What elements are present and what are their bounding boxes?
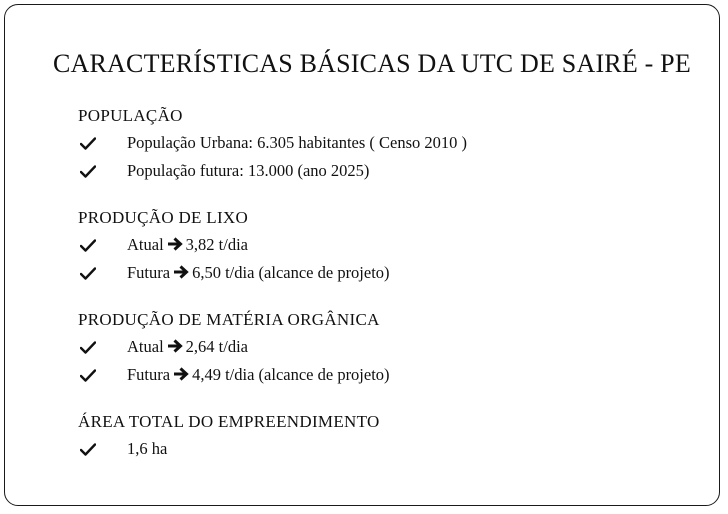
checkmark-icon bbox=[80, 435, 98, 463]
list-item bbox=[78, 435, 698, 463]
section-materia-organica bbox=[78, 307, 698, 389]
item-value: 6,50 t/dia (alcance de projeto) bbox=[192, 263, 390, 282]
checkmark-icon bbox=[80, 157, 98, 185]
arrow-right-icon bbox=[173, 362, 189, 376]
item-value: 2,64 t/dia bbox=[185, 337, 248, 356]
item-text: População futura: 13.000 (ano 2025) bbox=[127, 161, 370, 180]
item-text bbox=[127, 231, 248, 259]
item-label: Futura bbox=[127, 263, 171, 282]
item-text bbox=[127, 361, 390, 389]
arrow-right-icon bbox=[173, 260, 189, 274]
item-value: 4,49 t/dia (alcance de projeto) bbox=[192, 365, 390, 384]
section-producao-lixo bbox=[78, 205, 698, 287]
list-item bbox=[78, 231, 698, 259]
slide-frame bbox=[4, 4, 720, 506]
item-label: Atual bbox=[127, 337, 164, 356]
item-value: 3,82 t/dia bbox=[185, 235, 248, 254]
item-text: População Urbana: 6.305 habitantes ( Censo 2010 ) bbox=[127, 133, 468, 152]
checkmark-icon bbox=[80, 259, 98, 287]
checkmark-icon bbox=[80, 333, 98, 361]
item-text bbox=[127, 333, 248, 361]
item-text bbox=[127, 259, 390, 287]
checkmark-icon bbox=[80, 361, 98, 389]
arrow-right-icon bbox=[167, 334, 183, 348]
list-item bbox=[78, 259, 698, 287]
section-heading: POPULAÇÃO bbox=[78, 106, 183, 125]
checkmark-icon bbox=[80, 129, 98, 157]
list-item bbox=[78, 129, 698, 157]
section-heading: ÁREA TOTAL DO EMPREENDIMENTO bbox=[78, 412, 380, 431]
list-item bbox=[78, 157, 698, 185]
item-label: Futura bbox=[127, 365, 171, 384]
section-heading: PRODUÇÃO DE MATÉRIA ORGÂNICA bbox=[78, 310, 380, 329]
section-area-total bbox=[78, 409, 698, 463]
item-label: Atual bbox=[127, 235, 164, 254]
list-item bbox=[78, 333, 698, 361]
checkmark-icon bbox=[80, 231, 98, 259]
item-text: 1,6 ha bbox=[127, 439, 168, 458]
section-populacao bbox=[78, 103, 698, 185]
list-item bbox=[78, 361, 698, 389]
slide-title: CARACTERÍSTICAS BÁSICAS DA UTC DE SAIRÉ - PE bbox=[53, 49, 691, 78]
section-heading: PRODUÇÃO DE LIXO bbox=[78, 208, 249, 227]
arrow-right-icon bbox=[167, 232, 183, 246]
slide-content bbox=[78, 103, 698, 483]
